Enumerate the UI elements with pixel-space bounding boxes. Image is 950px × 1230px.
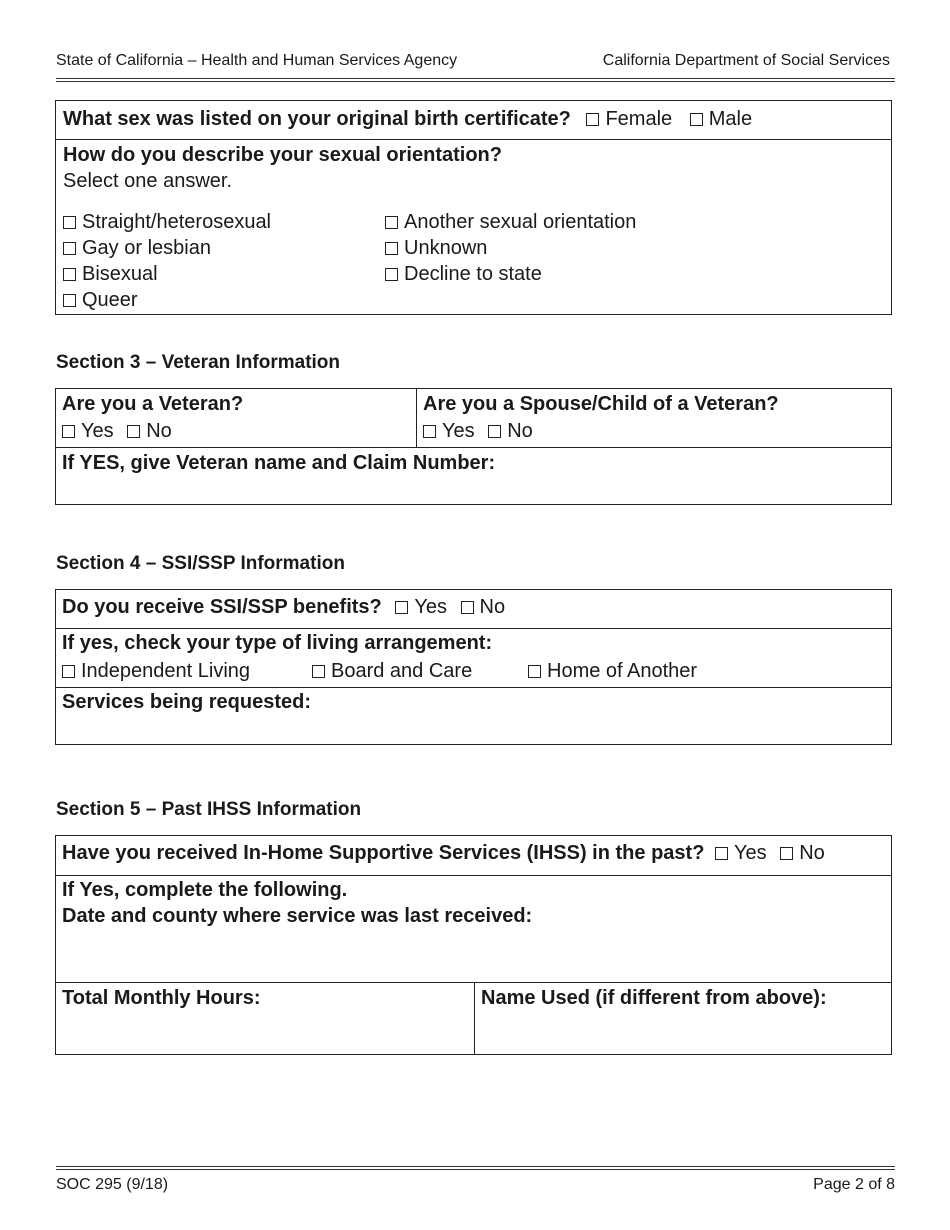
orientation-row [56,139,891,314]
living-option-independent[interactable]: Independent Living [62,660,250,683]
ihss-hours-name-row [56,982,891,1054]
services-requested-label: Services being requested: [62,691,311,713]
orientation-question: How do you describe your sexual orientation? [63,144,502,166]
ssi-yes-option[interactable]: Yes [395,596,447,618]
birth-sex-row [56,101,891,139]
orientation-option-another[interactable]: Another sexual orientation [385,211,636,234]
checkbox-icon [127,425,140,438]
footer-rule-top [56,1166,895,1167]
services-requested-field[interactable] [56,687,891,744]
footer-rule-bottom [56,1169,895,1170]
orientation-option-bisexual[interactable]: Bisexual [63,263,158,286]
checkbox-icon [461,601,474,614]
checkbox-icon [586,113,599,126]
checkbox-icon [780,847,793,860]
birth-sex-female-option[interactable]: Female [586,108,672,130]
checkbox-icon [715,847,728,860]
checkbox-icon [528,665,541,678]
spouse-veteran-yes-option[interactable]: Yes [423,420,475,442]
checkbox-icon [423,425,436,438]
section5-title: Section 5 – Past IHSS Information [56,799,362,820]
checkbox-icon [63,268,76,281]
section4-title: Section 4 – SSI/SSP Information [56,553,345,574]
veteran-claim-field[interactable] [56,447,891,504]
spouse-veteran-no-option[interactable]: No [488,420,533,442]
spouse-veteran-question: Are you a Spouse/Child of a Veteran? [423,393,779,415]
veteran-question: Are you a Veteran? [62,393,244,415]
ihss-box [55,835,892,1055]
ihss-complete-instruction: If Yes, complete the following. [62,879,348,901]
veteran-question-row [56,389,891,447]
veteran-box [55,388,892,505]
header-department: California Department of Social Services [602,52,890,69]
header-agency: State of California – Health and Human Services Agency [56,52,458,69]
checkbox-icon [63,242,76,255]
checkbox-icon [62,425,75,438]
demographics-box [55,100,892,315]
veteran-no-option[interactable]: No [127,420,172,442]
checkbox-icon [312,665,325,678]
ihss-past-question: Have you received In-Home Supportive Services (IHSS) in the past? [62,842,705,864]
section3-title: Section 3 – Veteran Information [56,352,341,373]
checkbox-icon [690,113,703,126]
ssi-box [55,589,892,745]
orientation-option-straight[interactable]: Straight/heterosexual [63,211,271,234]
ssi-no-option[interactable]: No [461,596,506,618]
orientation-instruction: Select one answer. [63,170,232,192]
total-monthly-hours-label: Total Monthly Hours: [62,987,261,1009]
ihss-past-row [56,836,891,875]
living-arrangement-question: If yes, check your type of living arrangement: [62,632,493,654]
birth-sex-male-option[interactable]: Male [690,108,752,130]
checkbox-icon [385,268,398,281]
ihss-date-county-field[interactable] [56,875,891,982]
ssi-benefits-row [56,590,891,628]
checkbox-icon [395,601,408,614]
ssi-benefits-question: Do you receive SSI/SSP benefits? [62,596,382,618]
form-number: SOC 295 (9/18) [56,1176,169,1193]
checkbox-icon [63,216,76,229]
orientation-option-queer[interactable]: Queer [63,289,138,312]
checkbox-icon [385,242,398,255]
ihss-column-divider [474,983,475,1054]
ihss-date-county-label: Date and county where service was last received: [62,905,533,927]
living-arrangement-row [56,628,891,687]
birth-sex-question: What sex was listed on your original birth certificate? [63,108,571,130]
header-rule-top [56,78,895,79]
checkbox-icon [385,216,398,229]
orientation-option-decline[interactable]: Decline to state [385,263,542,286]
veteran-yes-option[interactable]: Yes [62,420,114,442]
checkbox-icon [62,665,75,678]
orientation-option-unknown[interactable]: Unknown [385,237,487,260]
living-option-home-of-another[interactable]: Home of Another [528,660,697,683]
ihss-no-option[interactable]: No [780,842,825,864]
page-number: Page 2 of 8 [813,1176,895,1193]
checkbox-icon [63,294,76,307]
veteran-column-divider [416,389,417,447]
living-option-board-and-care[interactable]: Board and Care [312,660,472,683]
header-rule-bottom [56,81,895,82]
name-used-label: Name Used (if different from above): [481,987,827,1009]
checkbox-icon [488,425,501,438]
veteran-claim-label: If YES, give Veteran name and Claim Number: [62,452,496,474]
orientation-option-gay[interactable]: Gay or lesbian [63,237,211,260]
ihss-yes-option[interactable]: Yes [715,842,767,864]
page-header [56,52,890,72]
